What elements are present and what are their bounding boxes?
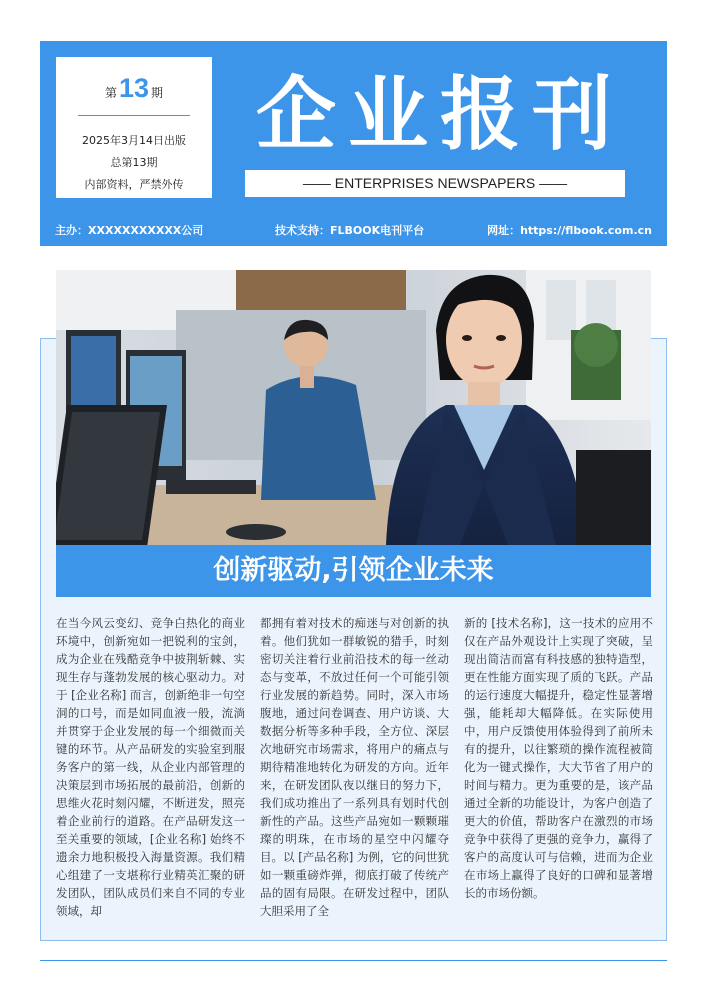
total-issue: 总第13期 [110, 156, 158, 169]
newspaper-subtitle: —— ENTERPRISES NEWSPAPERS —— [245, 170, 625, 197]
sponsor-info: 主办：XXXXXXXXXXX公司 [55, 224, 204, 237]
article-column-3 [464, 614, 653, 934]
confidential-notice: 内部资料，严禁外传 [84, 178, 184, 191]
website-link[interactable]: 网址：https://flbook.com.cn [487, 224, 652, 237]
issue-number-value: 13 [118, 73, 150, 103]
article-headline: 创新驱动,引领企业未来 [56, 545, 651, 597]
article-text-3: 新的 [技术名称]，这一技术的应用不仅在产品外观设计上实现了突破，呈现出简洁而富有科技感的独特造型，更在性能方面实现了质的飞跃。产品的运行速度大幅提升，稳定性显著增强，能耗却大幅降低。在实际使用中，用户反馈使用体验得到了前所未有的提升，以往繁琐的操作流程被简化为一键式操作，大大节省了用户的时间与精力。更为重要的是，该产品通过全新的功能设计，为客户创造了更大的价值，帮助客户在激烈的市场竞争中获得了更强的竞争力，赢得了客户的高度认可与信赖，进而为企业在市场上赢得了良好的口碑和显著增长的市场份额。 [464, 616, 653, 900]
newspaper-title: 企业报刊 [256, 67, 624, 161]
article-text-1: 在当今风云变幻、竞争白热化的商业环境中，创新宛如一把锐利的宝剑，成为企业在残酷竞争中披荆斩棘、实现生存与蓬勃发展的核心驱动力。对于 [企业名称] 而言，创新绝非一句空洞的口号，而是如同血液一般，流淌并贯穿于企业发展的每一个细微而关键的环节。从产品研发的实验室到服务客户的第一线，从企业内部管理的决策层到市场拓展的最前沿，创新的思维火花时刻闪耀，不断迸发，照亮着企业前行的道路。在产品研发这一至关重要的领域，[企业名称] 始终不遗余力地积极投入海量资源。我们精心组建了一支堪称行业精英汇聚的研发团队，团队成员们来自不同的专业领域，却 [56, 616, 245, 918]
publish-date: 2025年3月14日出版 [82, 134, 186, 147]
office-photo [56, 270, 651, 545]
issue-suffix: 期 [151, 86, 164, 100]
issue-number [56, 73, 212, 104]
article-text-2: 都拥有着对技术的痴迷与对创新的执着。他们犹如一群敏锐的猎手，时刻密切关注着行业前沿技术的每一丝动态与变革，不放过任何一个可能引领行业发展的新趋势。同时，深入市场腹地，通过问卷调查、用户访谈、大数据分析等多种手段，全方位、深层次地研究市场需求，将用户的痛点与期待精准地转化为研发的方向。近年来，在研发团队夜以继日的努力下，我们成功推出了一系列具有划时代创新性的产品。这些产品宛如一颗颗璀璨的明珠，在市场的星空中闪耀夺目。以 [产品名称] 为例，它的问世犹如一颗重磅炸弹，彻底打破了传统产品的固有局限。在研发过程中，团队大胆采用了全 [260, 616, 449, 918]
bottom-divider [40, 960, 667, 961]
issue-prefix: 第 [104, 86, 117, 100]
masthead [40, 41, 667, 246]
issue-info-box [56, 57, 212, 198]
article-column-1 [56, 614, 245, 934]
article-column-2 [260, 614, 449, 934]
issue-divider [78, 115, 190, 116]
tech-support-info: 技术支持：FLBOOK电刊平台 [275, 224, 425, 237]
